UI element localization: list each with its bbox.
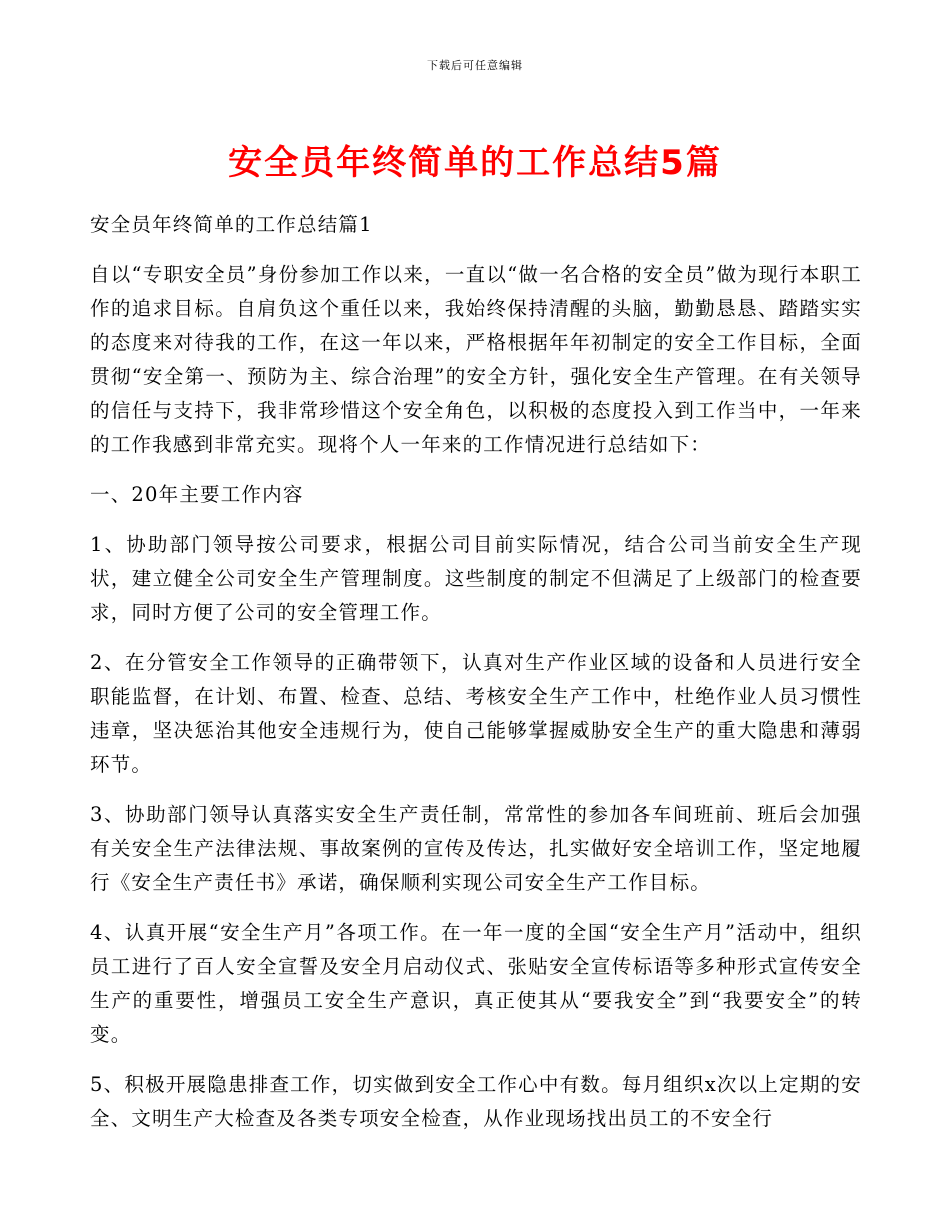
header-note: 下载后可任意编辑	[427, 59, 523, 72]
subsection-heading: 一、20年主要工作内容	[90, 483, 304, 506]
body-paragraph: 5、积极开展隐患排查工作，切实做到安全工作心中有数。每月组织x次以上定期的安全、文明生产大检查及各类专项安全检查，从作业现场找出员工的不安全行	[90, 1073, 862, 1130]
body-paragraph: 自以“专职安全员”身份参加工作以来，一直以“做一名合格的安全员”做为现行本职工作的追求目标。自肩负这个重任以来，我始终保持清醒的头脑，勤勤恳恳、踏踏实实的态度来对待我的工作，在这一年以来，严格根据年年初制定的安全工作目标，全面贯彻“安全第一、预防为主、综合治理”的安全方针，强化安全生产管理。在有关领导的信任与支持下，我非常珍惜这个安全角色，以积极的态度投入到工作当中，一年来的工作我感到非常充实。现将个人一年来的工作情况进行总结如下：	[90, 263, 862, 456]
section-heading: 安全员年终简单的工作总结篇1	[90, 213, 373, 236]
body-paragraph: 3、协助部门领导认真落实安全生产责任制，常常性的参加各车间班前、班后会加强有关安全生产法律法规、事故案例的宣传及传达，扎实做好安全培训工作，坚定地履行《安全生产责任书》承诺，确保顺利实现公司安全生产工作目标。	[90, 803, 862, 894]
body-paragraph: 2、在分管安全工作领导的正确带领下，认真对生产作业区域的设备和人员进行安全职能监督，在计划、布置、检查、总结、考核安全生产工作中，杜绝作业人员习惯性违章，坚决惩治其他安全违规行为，使自己能够掌握威胁安全生产的重大隐患和薄弱环节。	[90, 651, 862, 776]
body-paragraph: 1、协助部门领导按公司要求，根据公司目前实际情况，结合公司当前安全生产现状，建立健全公司安全生产管理制度。这些制度的制定不但满足了上级部门的检查要求，同时方便了公司的安全管理工作。	[90, 533, 862, 624]
body-paragraph: 4、认真开展“安全生产月”各项工作。在一年一度的全国“安全生产月”活动中，组织员工进行了百人安全宣誓及安全月启动仪式、张贴安全宣传标语等多种形式宣传安全生产的重要性，增强员工安全生产意识，真正使其从“要我安全”到“我要安全”的转变。	[90, 921, 862, 1046]
document-body	[90, 208, 862, 1152]
document-title: 安全员年终简单的工作总结5篇	[228, 143, 722, 183]
